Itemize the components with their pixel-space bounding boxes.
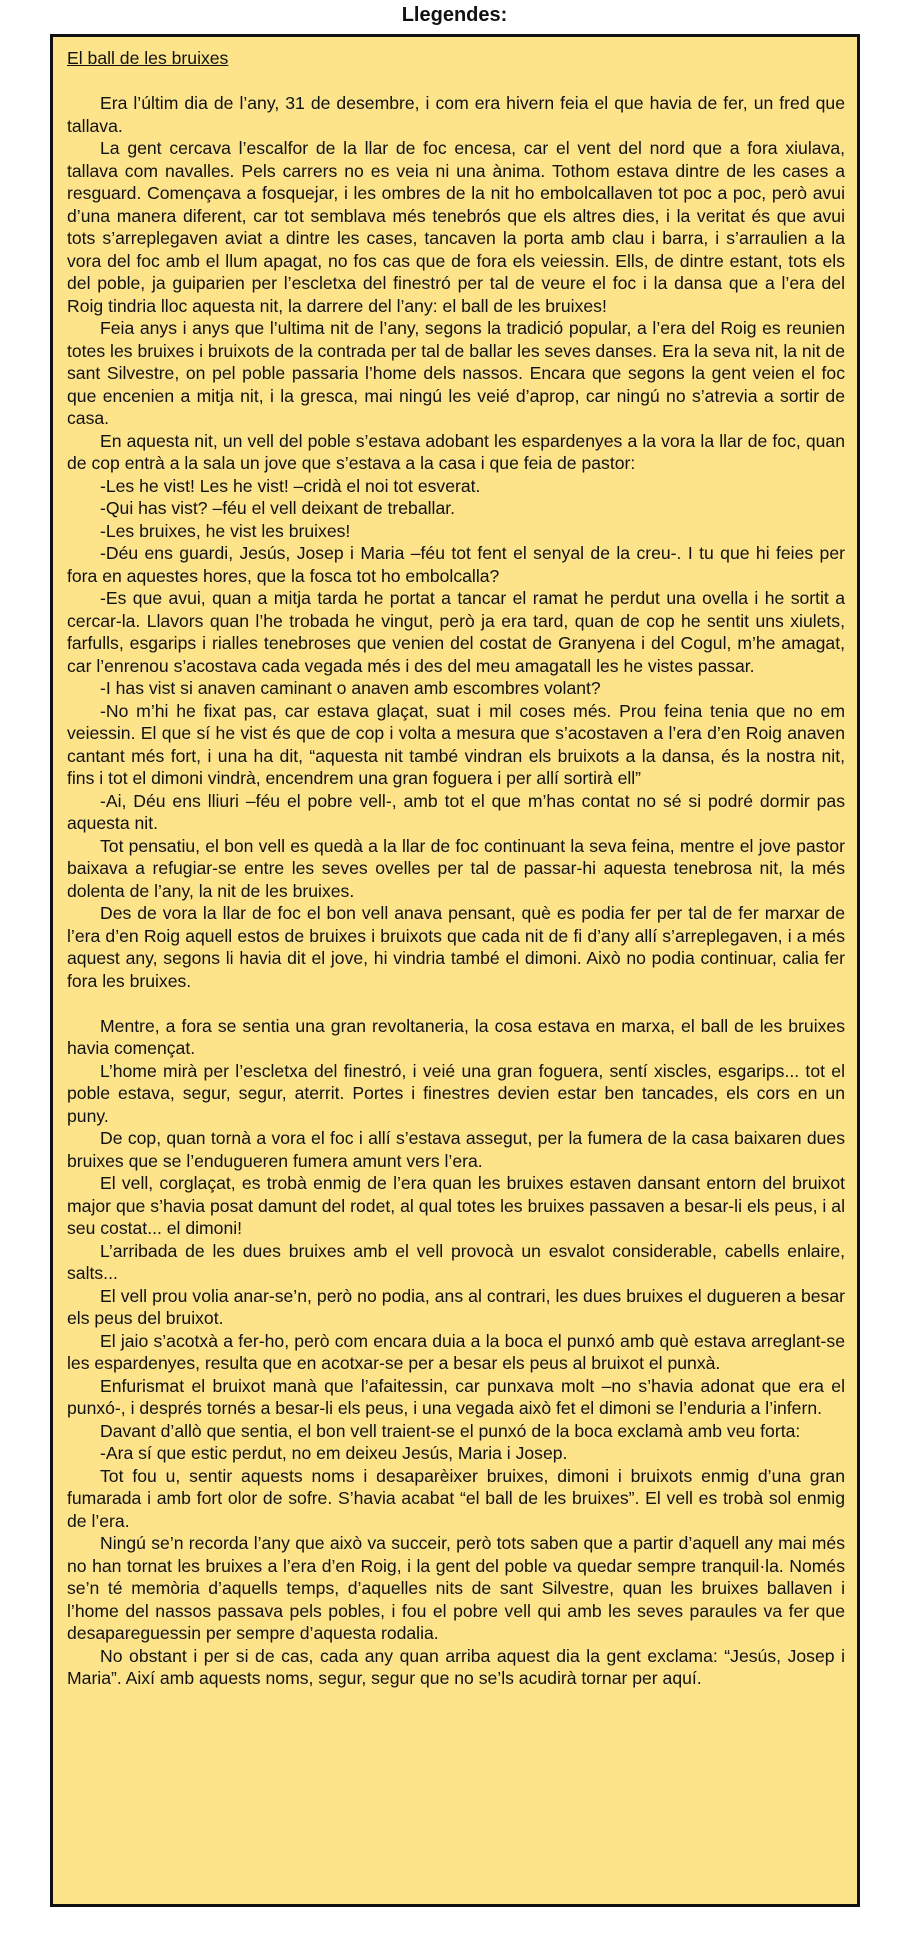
dialogue-line: -Les bruixes, he vist les bruixes!: [100, 520, 351, 541]
paragraph: L’home mirà per l’escletxa del finestró, i veié una gran foguera, sentí xiscles, esgarips... tot el poble estava, segur, segur, aterrit. Portes i finestres devien estar ben tancades, els cors en un puny.: [67, 1060, 845, 1126]
dialogue-line: -Ai, Déu ens lliuri –féu el pobre vell-, amb tot el que m’has contat no sé si podré dormir pas aquesta nit.: [67, 790, 845, 833]
paragraph: Tot pensatiu, el bon vell es quedà a la llar de foc continuant la seva feina, mentre el jove pastor baixava a refugiar-se entre les seves ovelles per tal de passar-hi aquesta tenebrosa nit, la més dolenta de l’any, la nit de les bruixes.: [67, 835, 845, 901]
paragraph: L’arribada de les dues bruixes amb el vell provocà un esvalot considerable, cabells enlaire, salts...: [67, 1240, 845, 1283]
paragraph: Tot fou u, sentir aquests noms i desaparèixer bruixes, dimoni i bruixots enmig d’una gran fumarada i amb fort olor de sofre. S’havia acabat “el ball de les bruixes”. El vell es trobà sol enmig de l’era.: [67, 1465, 845, 1531]
dialogue-line: -Es que avui, quan a mitja tarda he portat a tancar el ramat he perdut una ovella i he sortit a cercar-la. Llavors quan l’he trobada he vingut, però ja era tard, quan de cop he sentit uns xiulets, farfulls, esgarips i rialles tenebroses que venien del costat de Granyena i del Cogul, m’he amagat, car l’enrenou s’acostava cada vegada més i des del meu amagatall les he vistes passar.: [67, 588, 845, 676]
paragraph: No obstant i per si de cas, cada any quan arriba aquest dia la gent exclama: “Jesús, Josep i Maria”. Així amb aquests noms, segur, segur que no se’ls acudirà tornar per aquí.: [67, 1645, 845, 1688]
legend-text-box: [50, 34, 860, 1907]
story-title: El ball de les bruixes: [67, 48, 229, 68]
paragraph: La gent cercava l’escalfor de la llar de foc encesa, car el vent del nord que a fora xiulava, tallava com navalles. Pels carrers no es veia ni una ànima. Tothom estava dintre de les cases a resguard. Començava a fosquejar, i les ombres de la nit ho embolcallaven tot poc a poc, però avui d’una manera diferent, car tot semblava més tenebrós que els altres dies, i la veritat és que avui tots s’arreplegaven aviat a dintre les cases, tancaven la porta amb clau i barra, i s’arraulien a la vora del foc amb el llum apagat, no fos cas que de fora els veiessin. Ells, de dintre estant, tots els del poble, ja guiparien per l’escletxa del finestró per tal de veure el foc i la dansa que a l’era del Roig tindria lloc aquesta nit, la darrere del l’any: el ball de les bruixes!: [67, 138, 845, 316]
paragraph: El vell, corglaçat, es trobà enmig de l’era quan les bruixes estaven dansant entorn del bruixot major que s’havia posat damunt del rodet, al qual totes les bruixes passaven a besar-li els peus, i al seu costat... el dimoni!: [67, 1173, 845, 1238]
paragraph: Feia anys i anys que l’ultima nit de l’any, segons la tradició popular, a l’era del Roig es reunien totes les bruixes i bruixots de la contrada per tal de ballar les seves danses. Era la seva nit, la nit de sant Silvestre, on pel poble passaria l’home dels nassos. Encara que segons la gent veien el foc que encenien a mitja nit, i la gresca, mai ningú les veié d’aprop, car ningú no s’atrevia a sortir de casa.: [67, 318, 845, 428]
paragraph: Des de vora la llar de foc el bon vell anava pensant, què es podia fer per tal de fer marxar de l’era d’en Roig aquell estos de bruixes i bruixots que cada nit de fi d’any allí s’arreplegaven, i a més aquest any, segons li havia dit el jove, hi vindria també el dimoni. Això no podia continuar, calia fer fora les bruixes.: [67, 903, 845, 991]
dialogue-line: -I has vist si anaven caminant o anaven amb escombres volant?: [100, 678, 601, 698]
dialogue-line: -No m’hi he fixat pas, car estava glaçat, suat i mil coses més. Prou feina tenia que no em veiessin. El que sí he vist és que de cop i volta a mesura que s’acostaven a l’era d’en Roig anaven cantant més fort, i una ha dit, “aquesta nit també vindran els bruixots a la dansa, és la nostra nit, fins i tot el dimoni vindrà, encendrem una gran foguera i per allí sortirà ell”: [67, 700, 845, 788]
page-title: Llegendes:: [401, 4, 508, 26]
dialogue-line: -Déu ens guardi, Jesús, Josep i Maria –féu tot fent el senyal de la creu-. I tu que hi feies per fora en aquestes hores, que la fosca tot ho embolcalla?: [67, 543, 845, 586]
dialogue-line: -Les he vist! Les he vist! –cridà el noi tot esverat.: [100, 475, 481, 496]
paragraph: De cop, quan tornà a vora el foc i allí s’estava assegut, per la fumera de la casa baixaren dues bruixes que se l’endugueren fumera amunt vers l’era.: [67, 1128, 845, 1171]
paragraph: Era l’últim dia de l’any, 31 de desembre, i com era hivern feia el que havia de fer, un fred que tallava.: [67, 93, 845, 136]
paragraph: El jaio s’acotxà a fer-ho, però com encara duia a la boca el punxó amb què estava arreglant-se les espardenyes, resulta que en acotxar-se per a besar els peus al bruixot el punxà.: [67, 1330, 845, 1373]
paragraph: Ningú se’n recorda l’any que això va succeir, però tots saben que a partir d’aquell any mai més no han tornat les bruixes a l’era d’en Roig, i la gent del poble va quedar sempre tranquil·la. Només se’n té memòria d’aquells temps, d’aquelles nits de sant Silvestre, quan les bruixes ballaven i l’home del nassos passava pels pobles, i fou el pobre vell qui amb les seves paraules va fer que desapareguessin per sempre d’aquesta rodalia.: [67, 1533, 845, 1643]
dialogue-line: -Qui has vist? –féu el vell deixant de treballar.: [100, 498, 456, 518]
dialogue-line: -Ara sí que estic perdut, no em deixeu Jesús, Maria i Josep.: [100, 1443, 568, 1463]
paragraph: El vell prou volia anar-se’n, però no podia, ans al contrari, les dues bruixes el dugueren a besar els peus del bruixot.: [67, 1285, 845, 1328]
paragraph: Mentre, a fora se sentia una gran revoltaneria, la cosa estava en marxa, el ball de les bruixes havia començat.: [67, 1015, 845, 1058]
paragraph: Enfurismat el bruixot manà que l’afaitessin, car punxava molt –no s’havia adonat que era el punxó-, i després tornés a besar-li els peus, i una vegada això fet el dimoni se l’enduria a l’infern.: [67, 1375, 845, 1418]
paragraph: Davant d’allò que sentia, el bon vell traient-se el punxó de la boca exclamà amb veu forta:: [100, 1420, 801, 1441]
paragraph: En aquesta nit, un vell del poble s’estava adobant les espardenyes a la vora la llar de foc, quan de cop entrà a la sala un jove que s’estava a la casa i que feia de pastor:: [67, 430, 845, 473]
